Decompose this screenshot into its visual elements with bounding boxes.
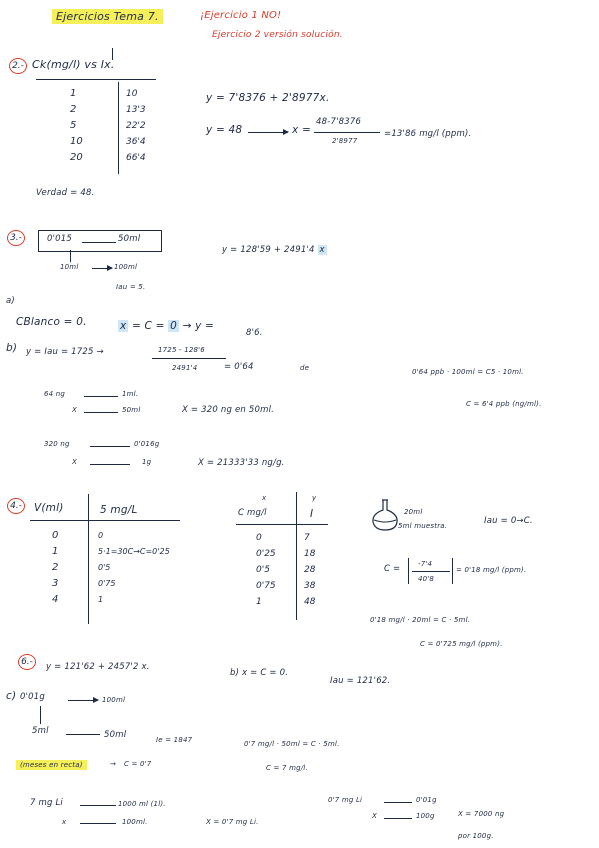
ex2-calc-numerator: 48-7'8376 bbox=[316, 117, 362, 127]
li-b: 1000 ml (1l). bbox=[118, 800, 166, 808]
ex2-regression: y = 7'8376 + 2'8977x. bbox=[206, 92, 330, 104]
c-volume: 100ml bbox=[102, 696, 126, 704]
heading-tick bbox=[112, 48, 113, 60]
ie-value: Ie = 1847 bbox=[156, 736, 193, 744]
rule2-a: 320 ng bbox=[44, 440, 70, 448]
li2-per: por 100g. bbox=[458, 832, 494, 840]
blank-value: CBlanco = 0. bbox=[16, 316, 87, 328]
li2-a: 0'7 mg Li bbox=[328, 796, 363, 804]
rule2-b: 0'016g bbox=[134, 440, 160, 448]
c-denominator: 40'8 bbox=[418, 575, 435, 583]
table2-header-c: C mg/l bbox=[238, 508, 267, 518]
li-result: X = 0'7 mg Li. bbox=[206, 818, 259, 826]
ex2-calc-result: =13'86 mg/l (ppm). bbox=[384, 129, 472, 139]
dilution-volume: 50ml bbox=[118, 234, 141, 244]
part-b-de: de bbox=[300, 364, 310, 372]
table1-header-v: V(ml) bbox=[34, 502, 64, 514]
c-final-volume: 50ml bbox=[104, 730, 127, 740]
table2-i-column: 7 18 28 38 48 bbox=[304, 533, 316, 607]
rule2-result: X = 21333'33 ng/g. bbox=[198, 458, 285, 468]
rule1-b: 1ml. bbox=[122, 390, 139, 398]
table2-c-column: 0 0'25 0'5 0'75 1 bbox=[256, 533, 276, 607]
final-volume: 100ml bbox=[114, 263, 138, 271]
table2-x: x bbox=[262, 494, 267, 502]
ex3-regression: y = 128'59 + 2491'4 x bbox=[222, 245, 325, 255]
xc-line: x = C = 0 → y = bbox=[120, 320, 215, 332]
flask-sample: 5ml muestra. bbox=[398, 522, 448, 530]
note-exercise-1: ¡Ejercicio 1 NO! bbox=[200, 10, 282, 21]
flask-icon bbox=[368, 498, 402, 532]
note-exercise-2: Ejercicio 2 versión solución. bbox=[212, 30, 343, 40]
ck-column: 1 2 5 10 20 bbox=[70, 88, 83, 163]
exercise-6-number: 6.- bbox=[18, 654, 36, 670]
ex2-calc-lead: y = 48 bbox=[206, 124, 243, 136]
dilution-amount: 0'015 bbox=[47, 234, 72, 244]
ex2-calc-denominator: 2'8977 bbox=[332, 137, 358, 145]
iau-6: Iau = 121'62. bbox=[330, 676, 391, 686]
li-c: x bbox=[62, 818, 67, 826]
ex6-part-b: b) x = C = 0. bbox=[230, 668, 289, 678]
c-dilution: 0'18 mg/l · 20ml = C · 5ml. bbox=[370, 616, 471, 624]
li2-c: X bbox=[372, 812, 377, 820]
c-07: C = 0'7 bbox=[124, 760, 152, 768]
c-final: C = 0'725 mg/l (ppm). bbox=[420, 640, 503, 648]
li2-d: 100g bbox=[416, 812, 435, 820]
rule1-result: X = 320 ng en 50ml. bbox=[182, 405, 275, 415]
c-value: C = 6'4 ppb (ng/ml). bbox=[466, 400, 542, 408]
li2-result: X = 7000 ng bbox=[458, 810, 505, 818]
c-result: = 0'18 mg/l (ppm). bbox=[456, 566, 527, 574]
li-a: 7 mg Li bbox=[30, 798, 63, 808]
c-equation: C = bbox=[384, 564, 401, 574]
iau-3: Iau = 5. bbox=[116, 283, 146, 291]
page-title: Ejercicios Tema 7. bbox=[52, 9, 163, 24]
li2-b: 0'01g bbox=[416, 796, 437, 804]
aliquot: 10ml bbox=[60, 263, 79, 271]
ix-column: 10 13'3 22'2 36'4 66'4 bbox=[126, 89, 146, 163]
flask-volume: 20ml bbox=[404, 508, 423, 516]
part-b-equation: y = Iau = 1725 → bbox=[26, 347, 104, 357]
c-7: C = 7 mg/l. bbox=[266, 764, 308, 772]
rule2-c: X bbox=[72, 458, 77, 466]
c-mass: 0'01g bbox=[20, 692, 45, 702]
exercise-2-number: 2.- bbox=[9, 58, 27, 74]
rule1-a: 64 ng bbox=[44, 390, 66, 398]
table1-header-conc: 5 mg/L bbox=[100, 504, 138, 516]
fraction-bar bbox=[314, 132, 380, 133]
exercise-4-number: 4.- bbox=[7, 498, 25, 514]
highlighted-note: (meses en recta) bbox=[16, 760, 87, 770]
iau-4: Iau = 0→C. bbox=[484, 516, 533, 526]
ppb-relation: 0'64 ppb · 100ml = C5 · 10ml. bbox=[412, 368, 524, 376]
part-b-label: b) bbox=[6, 342, 18, 354]
table-divider bbox=[118, 82, 119, 174]
part-b-numerator: 1725 - 128'6 bbox=[158, 346, 205, 354]
rule2-d: 1g bbox=[142, 458, 152, 466]
ex2-verdict: Verdad = 48. bbox=[36, 188, 95, 198]
rule1-d: 50ml bbox=[122, 406, 141, 414]
part-b-result: = 0'64 bbox=[224, 362, 254, 372]
table2-header-i: I bbox=[310, 508, 314, 520]
table1-v-column: 0 1 2 3 4 bbox=[52, 530, 59, 605]
part-b-denominator: 2491'4 bbox=[172, 364, 198, 372]
table1-c-column: 0 5·1=30C→C=0'25 0'5 0'75 1 bbox=[98, 531, 170, 604]
li-d: 100ml. bbox=[122, 818, 148, 826]
c-numerator: -7'4 bbox=[418, 560, 433, 568]
exercise-2-heading: Ck(mg/l) vs Ix. bbox=[32, 58, 115, 71]
rule1-c: X bbox=[72, 406, 77, 414]
part-c-label: c) bbox=[6, 690, 17, 702]
ratio-line: 0'7 mg/l · 50ml = C · 5ml. bbox=[244, 740, 340, 748]
table2-y: y bbox=[312, 494, 317, 502]
xc-value: 8'6. bbox=[246, 328, 263, 338]
exercise-3-number: 3.- bbox=[7, 230, 25, 246]
part-a-label: a) bbox=[6, 296, 15, 306]
arrow bbox=[248, 132, 288, 133]
ex6-regression: y = 121'62 + 2457'2 x. bbox=[46, 662, 150, 672]
table-rule bbox=[36, 79, 156, 80]
c-aliquot: 5ml bbox=[32, 726, 49, 736]
